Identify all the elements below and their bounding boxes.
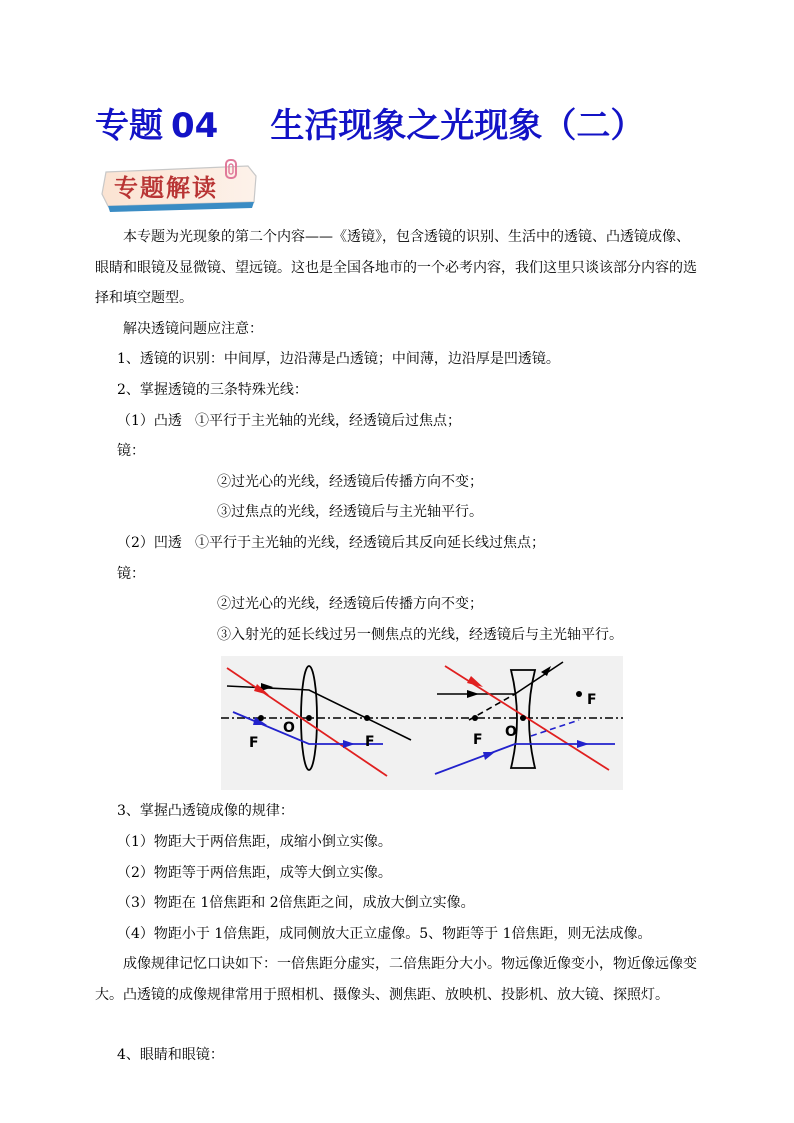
convex-ray-2: ②过光心的光线，经透镜后传播方向不变； xyxy=(217,473,483,490)
item-imaging-rules: 3、掌握凸透镜成像的规律： xyxy=(117,803,294,820)
concave-center-label: O xyxy=(505,724,517,741)
page-title xyxy=(95,100,644,152)
concave-focus-left-label: F xyxy=(473,732,483,749)
badge-text: 专题解读 xyxy=(114,174,218,202)
convex-ray-3: ③过焦点的光线，经透镜后与主光轴平行。 xyxy=(217,504,483,521)
title-main: 生活现象之光现象（二） xyxy=(270,106,645,146)
document-body xyxy=(95,222,699,1071)
item-special-rays: 2、掌握透镜的三条特殊光线： xyxy=(117,381,308,398)
convex-ray-text: ①平行于主光轴的光线，经透镜后过焦点； xyxy=(195,412,461,429)
concave-ray-2: ②过光心的光线，经透镜后传播方向不变； xyxy=(217,596,483,613)
concave-ray-text: ①平行于主光轴的光线，经透镜后其反向延长线过焦点； xyxy=(195,534,545,551)
imaging-rule-4: （4）物距小于 1倍焦距，成同侧放大正立虚像。5、物距等于 1倍焦距，则无法成像。 xyxy=(117,925,652,942)
convex-focus-right-label: F xyxy=(365,734,375,751)
spacer xyxy=(95,1010,699,1040)
imaging-rule-3: （3）物距在 1倍焦距和 2倍焦距之间，成放大倒立实像。 xyxy=(117,895,475,912)
mnemonic-paragraph: 成像规律记忆口诀如下：一倍焦距分虚实，二倍焦距分大小。物远像近像变小，物近像远像变大。凸透镜的成像规律常用于照相机、摄像头、测焦距、放映机、投影机、放大镜、探照灯。 xyxy=(95,956,697,1003)
concave-label: （2）凹透镜： xyxy=(117,534,182,582)
concave-ray-3: ③入射光的延长线过另一侧焦点的光线，经透镜后与主光轴平行。 xyxy=(217,626,623,643)
lens-ray-diagram xyxy=(221,656,623,790)
convex-ray-1 xyxy=(95,406,699,467)
concave-ray-1 xyxy=(95,528,699,589)
item-eyes-glasses: 4、眼睛和眼镜： xyxy=(117,1047,224,1064)
notice-heading: 解决透镜问题应注意： xyxy=(123,320,263,337)
section-badge xyxy=(98,158,260,214)
item-lens-identification: 1、透镜的识别：中间厚，边沿薄是凸透镜；中间薄，边沿厚是凹透镜。 xyxy=(117,351,560,368)
convex-focus-left-label: F xyxy=(249,735,259,752)
title-number: 04 xyxy=(171,106,219,146)
imaging-rule-2: （2）物距等于两倍焦距，成等大倒立实像。 xyxy=(117,864,392,881)
convex-label: （1）凸透镜： xyxy=(117,412,182,460)
convex-center-label: O xyxy=(283,720,295,737)
intro-paragraph: 本专题为光现象的第二个内容——《透镜》，包含透镜的识别、生活中的透镜、凸透镜成像、眼睛和眼镜及显微镜、望远镜。这也是全国各地市的一个必考内容，我们这里只谈该部分内容的选择和填空题型。 xyxy=(95,229,697,307)
concave-focus-top-label: F xyxy=(587,692,597,709)
imaging-rule-1: （1）物距大于两倍焦距，成缩小倒立实像。 xyxy=(117,833,392,850)
title-prefix: 专题 xyxy=(95,106,163,146)
